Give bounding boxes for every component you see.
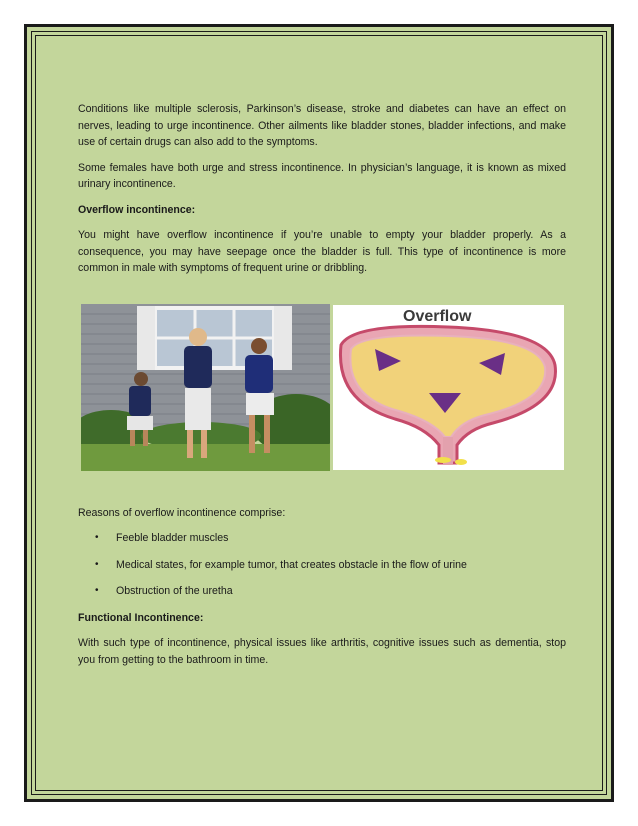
overflow-bladder-diagram [333, 305, 564, 470]
document-body [78, 101, 566, 677]
family-photo [81, 304, 330, 471]
bullet-icon: • [95, 532, 99, 543]
heading-overflow-incontinence: Overflow incontinence: [78, 203, 196, 216]
list-item-text: Feeble bladder muscles [116, 532, 229, 544]
list-item [78, 530, 566, 547]
paragraph-functional: With such type of incontinence, physical issues like arthritis, cognitive issues such as dementia, stop you from getting to the bathroom in time. [78, 637, 566, 666]
diagram-label: Overflow [403, 307, 472, 325]
paragraph-overflow: You might have overflow incontinence if you’re unable to empty your bladder properly. As a consequence, you may have seepage once the bladder is full. This type of incontinence is more common in male with symptoms of frequent urine or dribbling. [78, 229, 566, 274]
paragraph-mixed-incontinence: Some females have both urge and stress incontinence. In physician’s language, it is known as mixed urinary incontinence. [78, 161, 566, 190]
list-item-text: Obstruction of the uretha [116, 585, 233, 597]
paragraph-conditions: Conditions like multiple sclerosis, Parkinson’s disease, stroke and diabetes can have an effect on nerves, leading to urge incontinence. Other ailments like bladder stones, bladder infections, and make use of certain drugs can also add to the symptoms. [78, 103, 566, 148]
page [24, 24, 614, 802]
list-item [78, 557, 566, 574]
paragraph-overflow-reasons: Reasons of overflow incontinence comprise: [78, 506, 286, 519]
bullet-icon: • [95, 585, 99, 596]
list-item-text: Medical states, for example tumor, that creates obstacle in the flow of urine [116, 558, 467, 571]
list-item [78, 583, 566, 600]
image-row [80, 304, 566, 472]
reasons-list [78, 530, 566, 600]
bullet-icon: • [95, 558, 99, 570]
heading-functional-incontinence: Functional Incontinence: [78, 611, 204, 624]
